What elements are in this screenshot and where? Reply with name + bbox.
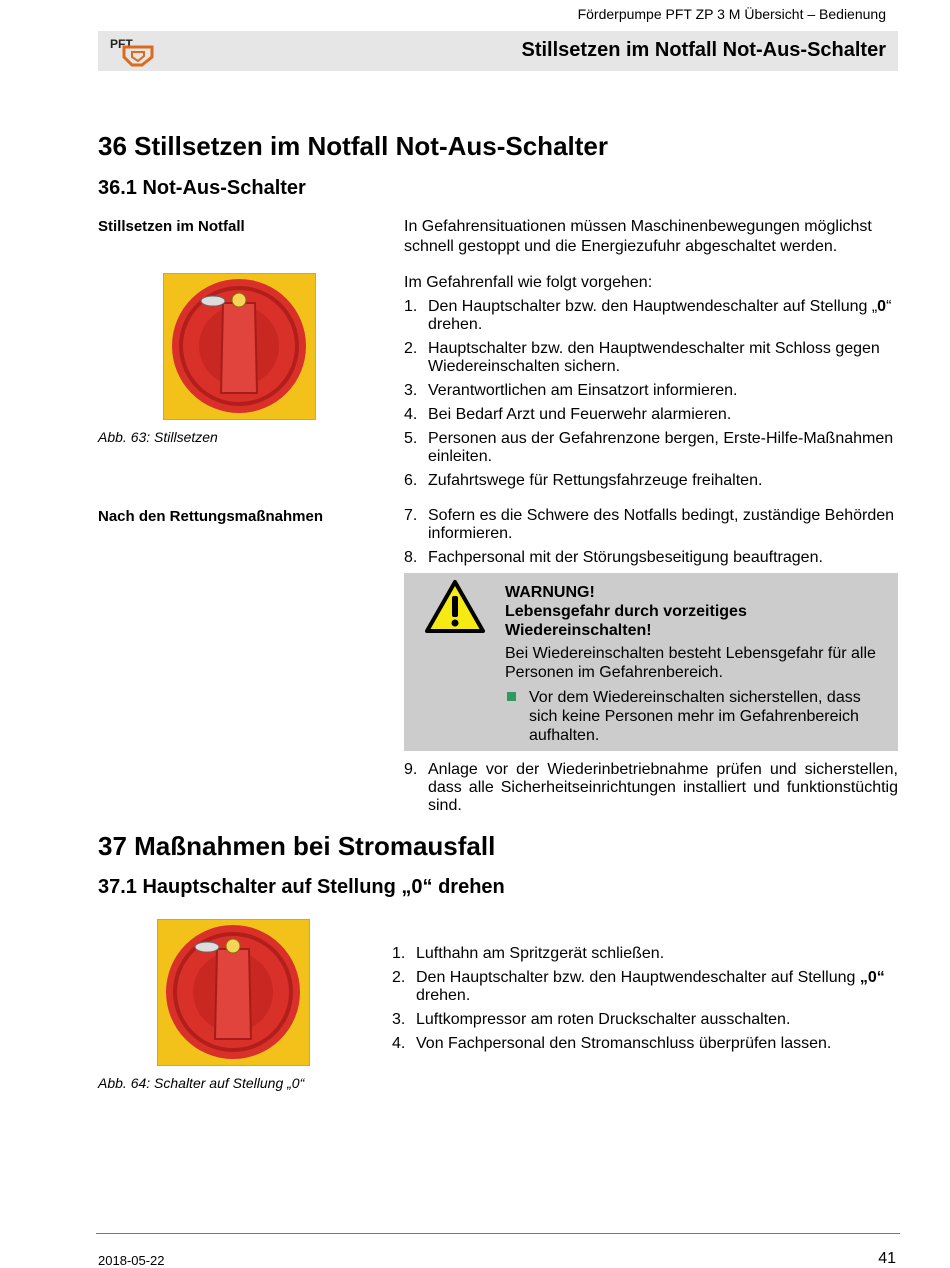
- emergency-switch-image: [163, 273, 316, 420]
- list-item: 9. Anlage vor der Wiederinbetriebnahme prüfen und sicherstellen, dass alle Sicherheitseinrichtungen installiert und funktionstüchtig sind.: [404, 761, 898, 814]
- list-item: 4. Von Fachpersonal den Stromanschluss überprüfen lassen.: [392, 1035, 832, 1052]
- logo-text: PFT: [110, 37, 133, 51]
- list-item: 2. Den Hauptschalter bzw. den Hauptwendeschalter auf Stellung „0“ drehen.: [392, 969, 885, 1004]
- subheading-36-1: 36.1 Not-Aus-Schalter: [98, 177, 306, 199]
- warning-text: Bei Wiedereinschalten besteht Lebensgefahr für alle Personen im Gefahrenbereich.: [505, 645, 876, 681]
- footer-divider: [96, 1233, 900, 1234]
- list-item: 2. Hauptschalter bzw. den Hauptwendeschalter mit Schloss gegen Wiedereinschalten sichern.: [404, 340, 880, 375]
- main-switch-image: [157, 919, 310, 1066]
- intro-text: In Gefahrensituationen müssen Maschinenbewegungen möglichst schnell gestoppt und die Energiezufuhr abgeschaltet werden.: [404, 218, 872, 255]
- document-title: Förderpumpe PFT ZP 3 M Übersicht – Bedienung: [577, 6, 886, 22]
- page-number: 41: [878, 1250, 896, 1267]
- section-header-title: Stillsetzen im Notfall Not-Aus-Schalter: [521, 39, 886, 61]
- footer-date: 2018-05-22: [98, 1253, 165, 1268]
- final-step-list: [404, 761, 898, 821]
- list-item: 8. Fachpersonal mit der Störungsbeseitigung beauftragen.: [404, 549, 823, 566]
- power-failure-steps-list: [392, 945, 898, 1059]
- side-label-emergency: Stillsetzen im Notfall: [98, 218, 245, 235]
- heading-36: 36 Stillsetzen im Notfall Not-Aus-Schalter: [98, 131, 608, 161]
- warning-box: [404, 573, 898, 751]
- warning-signal-word: WARNUNG!: [505, 584, 595, 601]
- list-item: 4. Bei Bedarf Arzt und Feuerwehr alarmieren.: [404, 406, 732, 423]
- warning-title: Lebensgefahr durch vorzeitiges Wiedereinschalten!: [505, 603, 747, 639]
- list-item: 1. Den Hauptschalter bzw. den Hauptwendeschalter auf Stellung „0“ drehen.: [404, 298, 892, 333]
- list-item: 1. Lufthahn am Spritzgerät schließen.: [392, 945, 665, 962]
- warning-triangle-icon: [424, 579, 486, 640]
- list-item: 6. Zufahrtswege für Rettungsfahrzeuge freihalten.: [404, 472, 763, 489]
- header-bar: [98, 31, 898, 71]
- figure-64-caption: Abb. 64: Schalter auf Stellung „0“: [98, 1075, 305, 1091]
- list-item: 5. Personen aus der Gefahrenzone bergen, Erste-Hilfe-Maßnahmen einleiten.: [404, 430, 894, 465]
- bullet-square-icon: [507, 692, 516, 701]
- subheading-37-1: 37.1 Hauptschalter auf Stellung „0“ drehen: [98, 876, 505, 898]
- side-label-after-rescue: Nach den Rettungsmaßnahmen: [98, 508, 324, 525]
- list-item: 7. Sofern es die Schwere des Notfalls bedingt, zuständige Behörden informieren.: [404, 507, 895, 542]
- figure-63-caption: Abb. 63: Stillsetzen: [98, 429, 218, 445]
- procedure-intro: Im Gefahrenfall wie folgt vorgehen:: [404, 274, 653, 291]
- warning-bullet: Vor dem Wiedereinschalten sicherstellen, dass sich keine Personen mehr im Gefahrenbereich aufhalten.: [505, 688, 885, 745]
- pft-logo: [108, 35, 154, 67]
- list-item: 3. Luftkompressor am roten Druckschalter ausschalten.: [392, 1011, 791, 1028]
- heading-37: 37 Maßnahmen bei Stromausfall: [98, 831, 496, 861]
- after-rescue-steps-list: [404, 507, 898, 573]
- list-item: 3. Verantwortlichen am Einsatzort informieren.: [404, 382, 738, 399]
- emergency-steps-list: [404, 298, 898, 496]
